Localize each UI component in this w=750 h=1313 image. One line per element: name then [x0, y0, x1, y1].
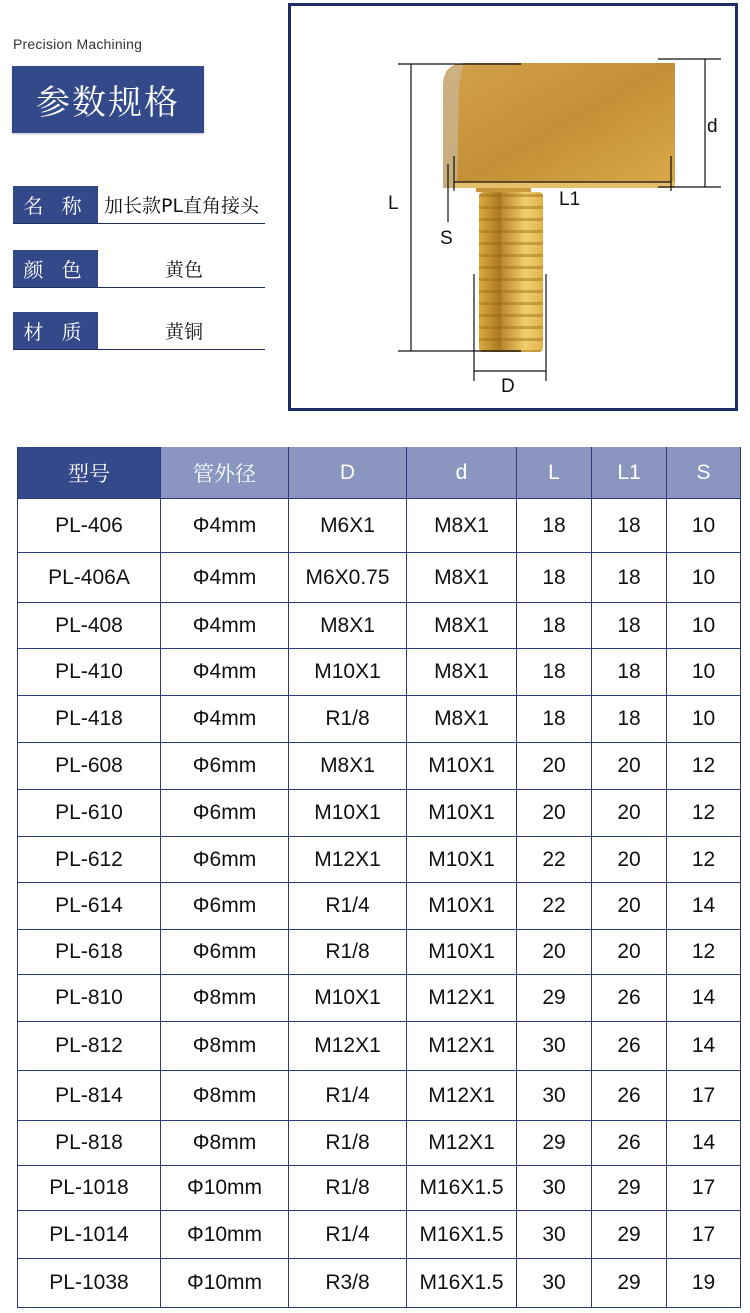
table-row	[18, 553, 741, 603]
table-row	[18, 696, 741, 743]
cell-d: M16X1.5	[407, 1211, 517, 1259]
cell-model: PL-1038	[18, 1259, 161, 1308]
cell-L: 18	[517, 499, 592, 553]
spec-row-material	[13, 312, 265, 350]
spec-value: 加长款PL直角接头	[104, 195, 260, 217]
cell-tube-od: Φ10mm	[161, 1211, 289, 1259]
table-row	[18, 930, 741, 975]
cell-L: 18	[517, 696, 592, 743]
cell-L1: 26	[592, 1022, 667, 1071]
cell-L: 22	[517, 837, 592, 883]
cell-L1: 26	[592, 975, 667, 1022]
table-row	[18, 883, 741, 930]
cell-d: M10X1	[407, 790, 517, 837]
dimension-label-L1: L1	[559, 189, 581, 210]
cell-tube-od: Φ4mm	[161, 696, 289, 743]
spec-label: 材 质	[13, 312, 98, 349]
cell-d: M12X1	[407, 1121, 517, 1166]
cell-S: 17	[667, 1166, 741, 1211]
table-row	[18, 790, 741, 837]
cell-L1: 26	[592, 1121, 667, 1166]
cell-tube-od: Φ4mm	[161, 553, 289, 603]
dimension-label-S: S	[440, 228, 453, 249]
cell-model: PL-612	[18, 837, 161, 883]
cell-tube-od: Φ8mm	[161, 975, 289, 1022]
cell-d: M8X1	[407, 649, 517, 696]
spec-row-name	[13, 186, 265, 224]
cell-d: M8X1	[407, 553, 517, 603]
cell-L1: 20	[592, 837, 667, 883]
cell-D: M6X1	[289, 499, 407, 553]
cell-model: PL-614	[18, 883, 161, 930]
cell-d: M16X1.5	[407, 1166, 517, 1211]
cell-L: 30	[517, 1259, 592, 1308]
cell-D: R1/4	[289, 1071, 407, 1121]
cell-S: 12	[667, 930, 741, 975]
col-header-S: S	[667, 447, 741, 499]
cell-L1: 20	[592, 790, 667, 837]
table-row	[18, 603, 741, 649]
product-diagram	[288, 3, 738, 411]
cell-L1: 18	[592, 499, 667, 553]
cell-D: M6X0.75	[289, 553, 407, 603]
cell-tube-od: Φ6mm	[161, 930, 289, 975]
brand-subtitle: Precision Machining	[13, 36, 143, 52]
cell-tube-od: Φ6mm	[161, 883, 289, 930]
cell-L1: 20	[592, 883, 667, 930]
cell-S: 12	[667, 790, 741, 837]
cell-D: M8X1	[289, 603, 407, 649]
cell-L1: 18	[592, 603, 667, 649]
cell-tube-od: Φ8mm	[161, 1022, 289, 1071]
cell-d: M8X1	[407, 603, 517, 649]
cell-D: M10X1	[289, 975, 407, 1022]
cell-model: PL-406A	[18, 553, 161, 603]
spec-value: 黄铜	[164, 321, 203, 343]
spec-table	[17, 447, 741, 1308]
cell-tube-od: Φ6mm	[161, 743, 289, 790]
cell-S: 14	[667, 883, 741, 930]
col-header-model: 型号	[18, 447, 161, 499]
spec-label: 颜 色	[13, 250, 98, 287]
cell-tube-od: Φ4mm	[161, 603, 289, 649]
cell-L1: 20	[592, 930, 667, 975]
cell-L: 30	[517, 1071, 592, 1121]
cell-L: 20	[517, 930, 592, 975]
table-header-row	[18, 447, 741, 499]
cell-L1: 18	[592, 649, 667, 696]
table-row	[18, 837, 741, 883]
cell-L1: 18	[592, 696, 667, 743]
cell-model: PL-410	[18, 649, 161, 696]
cell-S: 17	[667, 1211, 741, 1259]
col-header-d: d	[407, 447, 517, 499]
cell-L: 30	[517, 1211, 592, 1259]
spec-row-color	[13, 250, 265, 288]
cell-model: PL-1014	[18, 1211, 161, 1259]
cell-D: M12X1	[289, 1022, 407, 1071]
cell-L1: 29	[592, 1259, 667, 1308]
table-row	[18, 1022, 741, 1071]
table-row	[18, 1211, 741, 1259]
cell-D: R1/8	[289, 1121, 407, 1166]
cell-L: 18	[517, 649, 592, 696]
cell-d: M8X1	[407, 499, 517, 553]
cell-model: PL-608	[18, 743, 161, 790]
cell-L: 20	[517, 790, 592, 837]
cell-S: 10	[667, 553, 741, 603]
cell-L: 18	[517, 603, 592, 649]
cell-S: 10	[667, 649, 741, 696]
table-row	[18, 1071, 741, 1121]
cell-S: 12	[667, 743, 741, 790]
cell-D: M8X1	[289, 743, 407, 790]
cell-model: PL-406	[18, 499, 161, 553]
cell-D: M10X1	[289, 649, 407, 696]
spec-value: 黄色	[164, 259, 203, 281]
cell-model: PL-418	[18, 696, 161, 743]
cell-D: M12X1	[289, 837, 407, 883]
table-row	[18, 975, 741, 1022]
table-row	[18, 1259, 741, 1308]
cell-d: M10X1	[407, 837, 517, 883]
cell-model: PL-810	[18, 975, 161, 1022]
cell-S: 10	[667, 603, 741, 649]
table-row	[18, 1121, 741, 1166]
cell-L1: 26	[592, 1071, 667, 1121]
cell-S: 17	[667, 1071, 741, 1121]
cell-d: M12X1	[407, 975, 517, 1022]
cell-S: 14	[667, 975, 741, 1022]
cell-S: 10	[667, 696, 741, 743]
table-row	[18, 499, 741, 553]
dimension-label-L: L	[388, 193, 399, 214]
cell-S: 10	[667, 499, 741, 553]
brass-fitting-illustration	[291, 6, 735, 408]
table-row	[18, 1166, 741, 1211]
cell-d: M12X1	[407, 1022, 517, 1071]
cell-L1: 20	[592, 743, 667, 790]
cell-D: R3/8	[289, 1259, 407, 1308]
cell-L1: 18	[592, 553, 667, 603]
col-header-L: L	[517, 447, 592, 499]
cell-model: PL-812	[18, 1022, 161, 1071]
cell-model: PL-610	[18, 790, 161, 837]
cell-tube-od: Φ10mm	[161, 1166, 289, 1211]
col-header-tube-od: 管外径	[161, 447, 289, 499]
cell-d: M8X1	[407, 696, 517, 743]
table-row	[18, 743, 741, 790]
cell-d: M10X1	[407, 930, 517, 975]
page-title: 参数规格	[12, 66, 204, 133]
cell-d: M12X1	[407, 1071, 517, 1121]
cell-L1: 29	[592, 1211, 667, 1259]
cell-D: R1/8	[289, 696, 407, 743]
cell-L: 18	[517, 553, 592, 603]
cell-d: M10X1	[407, 743, 517, 790]
cell-S: 19	[667, 1259, 741, 1308]
col-header-D: D	[289, 447, 407, 499]
cell-L: 30	[517, 1166, 592, 1211]
dimension-label-D: D	[501, 376, 515, 397]
col-header-L1: L1	[592, 447, 667, 499]
cell-model: PL-408	[18, 603, 161, 649]
cell-D: R1/8	[289, 930, 407, 975]
cell-tube-od: Φ4mm	[161, 649, 289, 696]
cell-tube-od: Φ8mm	[161, 1121, 289, 1166]
cell-L: 22	[517, 883, 592, 930]
cell-D: M10X1	[289, 790, 407, 837]
dimension-label-d: d	[707, 116, 718, 137]
cell-tube-od: Φ6mm	[161, 790, 289, 837]
cell-L: 30	[517, 1022, 592, 1071]
cell-L1: 29	[592, 1166, 667, 1211]
cell-model: PL-818	[18, 1121, 161, 1166]
cell-L: 29	[517, 1121, 592, 1166]
cell-tube-od: Φ4mm	[161, 499, 289, 553]
cell-tube-od: Φ8mm	[161, 1071, 289, 1121]
cell-S: 14	[667, 1121, 741, 1166]
cell-tube-od: Φ6mm	[161, 837, 289, 883]
cell-L: 20	[517, 743, 592, 790]
cell-tube-od: Φ10mm	[161, 1259, 289, 1308]
cell-d: M10X1	[407, 883, 517, 930]
spec-label: 名 称	[13, 186, 98, 223]
cell-model: PL-618	[18, 930, 161, 975]
cell-L: 29	[517, 975, 592, 1022]
cell-D: R1/4	[289, 1211, 407, 1259]
cell-d: M16X1.5	[407, 1259, 517, 1308]
table-row	[18, 649, 741, 696]
cell-model: PL-814	[18, 1071, 161, 1121]
cell-S: 14	[667, 1022, 741, 1071]
cell-D: R1/8	[289, 1166, 407, 1211]
cell-model: PL-1018	[18, 1166, 161, 1211]
cell-D: R1/4	[289, 883, 407, 930]
cell-S: 12	[667, 837, 741, 883]
